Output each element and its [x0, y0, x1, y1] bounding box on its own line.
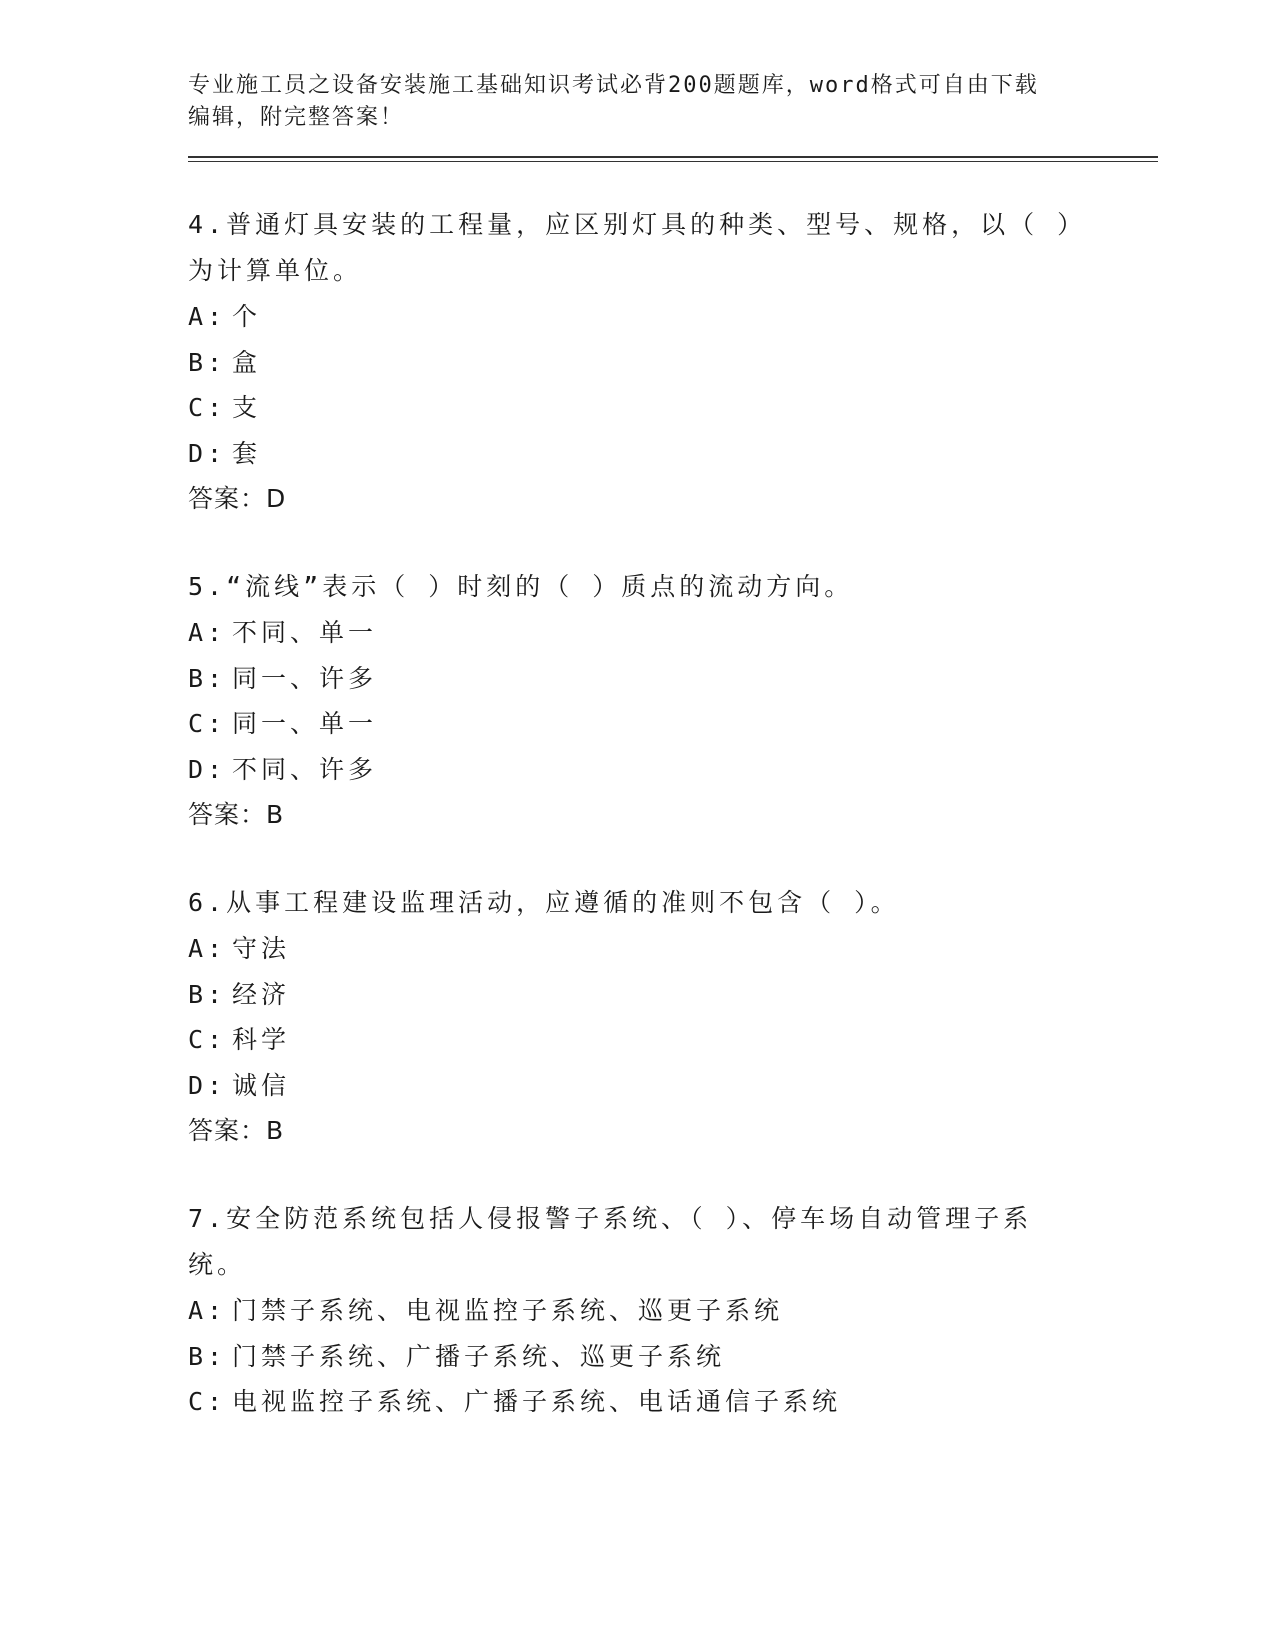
option-letter: C: [188, 709, 227, 738]
option-text: 同一、单一 [232, 709, 378, 738]
option-d [188, 1063, 1158, 1109]
option-text: 盒 [232, 347, 262, 377]
option-letter: D: [188, 1070, 227, 1100]
option-a [188, 926, 1158, 972]
option-letter: C: [188, 1025, 227, 1054]
option-b [188, 972, 1158, 1018]
option-a [188, 1288, 1158, 1334]
option-d [188, 431, 1158, 477]
option-b [188, 656, 1158, 702]
option-text: 套 [232, 438, 262, 468]
option-letter: B: [188, 663, 227, 693]
option-text: 经济 [232, 979, 291, 1009]
option-letter: B: [188, 1341, 227, 1371]
option-letter: A: [188, 618, 227, 647]
option-letter: C: [188, 393, 227, 422]
option-text: 守法 [232, 934, 291, 963]
header-line-2: 编辑，附完整答案！ [188, 105, 405, 130]
header-divider [188, 156, 1158, 162]
answer-line: 答案：D [188, 484, 287, 513]
option-text: 支 [232, 393, 262, 422]
question-5 [188, 564, 1158, 838]
question-7 [188, 1196, 1158, 1425]
option-b [188, 1334, 1158, 1380]
option-letter: D: [188, 438, 227, 468]
option-letter: B: [188, 979, 227, 1009]
option-letter: A: [188, 1296, 227, 1325]
question-stem: 5.“流线”表示（ ）时刻的（ ）质点的流动方向。 [188, 572, 854, 601]
answer-line: 答案：B [188, 1116, 285, 1145]
option-text: 诚信 [232, 1070, 291, 1100]
option-text: 门禁子系统、广播子系统、巡更子系统 [232, 1341, 726, 1371]
option-c [188, 1379, 1158, 1425]
option-text: 门禁子系统、电视监控子系统、巡更子系统 [232, 1296, 784, 1325]
option-text: 科学 [232, 1025, 291, 1054]
header-line-1: 专业施工员之设备安装施工基础知识考试必背200题题库，word格式可自由下载 [188, 73, 1039, 98]
option-d [188, 747, 1158, 793]
option-text: 同一、许多 [232, 663, 378, 693]
option-c [188, 701, 1158, 747]
question-stem: 6.从事工程建设监理活动，应遵循的准则不包含（ ）。 [188, 888, 900, 917]
option-c [188, 1017, 1158, 1063]
option-letter: C: [188, 1387, 227, 1416]
answer-line: 答案：B [188, 800, 285, 829]
option-c [188, 385, 1158, 431]
question-list [188, 202, 1158, 1425]
option-letter: B: [188, 347, 227, 377]
option-text: 不同、单一 [232, 618, 378, 647]
option-b [188, 340, 1158, 386]
question-4 [188, 202, 1158, 522]
document-header [188, 70, 1088, 134]
document-page [188, 70, 1158, 1467]
option-a [188, 610, 1158, 656]
option-text: 个 [232, 302, 262, 331]
option-letter: A: [188, 934, 227, 963]
question-stem: 7.安全防范系统包括人侵报警子系统、（ ）、停车场自动管理子系统。 [188, 1204, 1033, 1279]
option-text: 不同、许多 [232, 754, 378, 784]
question-6 [188, 880, 1158, 1154]
option-letter: D: [188, 754, 227, 784]
question-stem: 4.普通灯具安装的工程量，应区别灯具的种类、型号、规格，以（ ）为计算单位。 [188, 210, 1087, 285]
option-letter: A: [188, 302, 227, 331]
option-text: 电视监控子系统、广播子系统、电话通信子系统 [232, 1387, 842, 1416]
option-a [188, 294, 1158, 340]
